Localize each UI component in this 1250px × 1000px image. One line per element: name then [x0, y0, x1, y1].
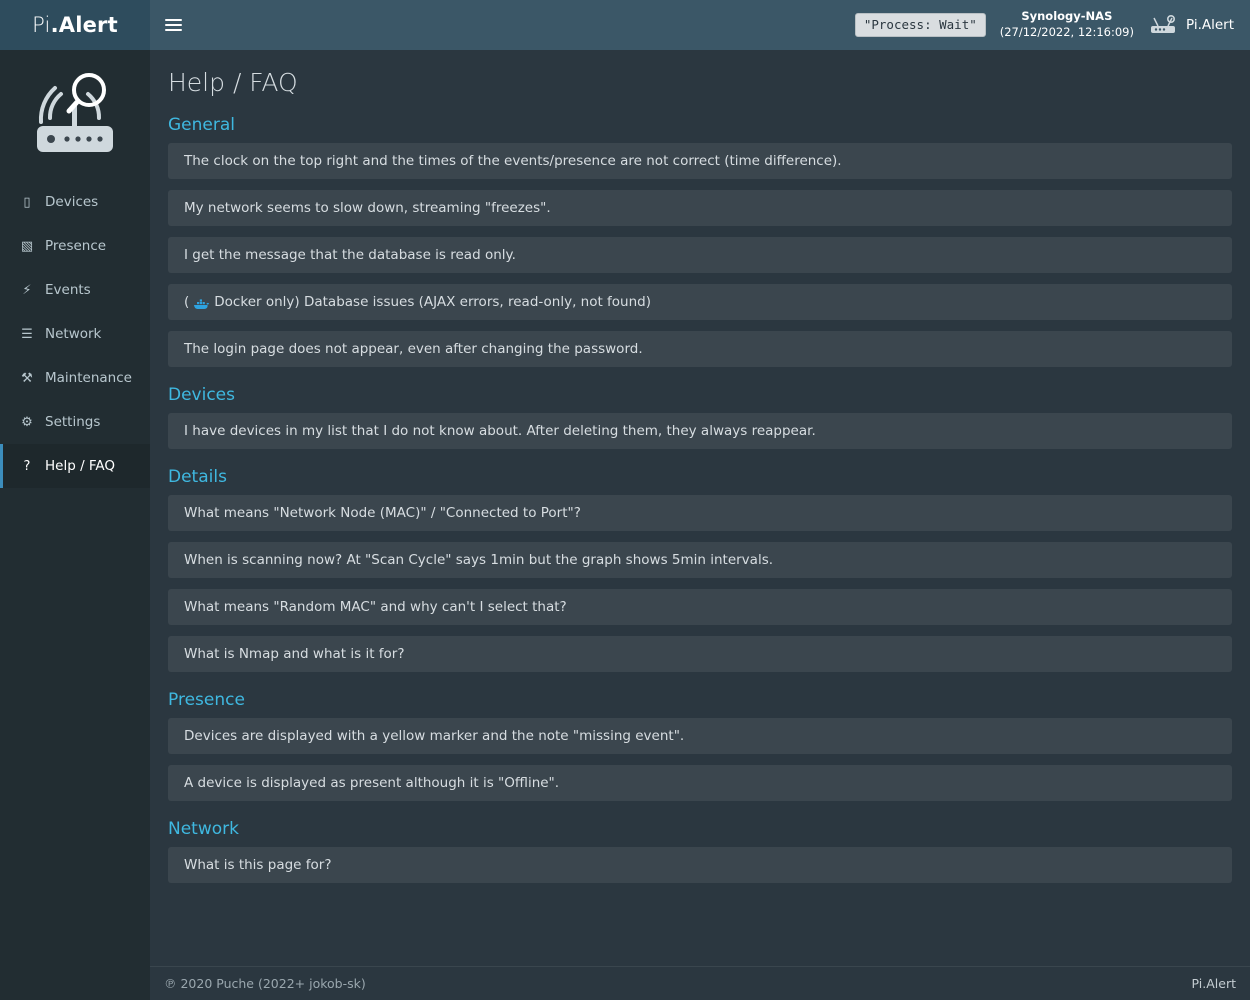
footer	[150, 966, 1250, 1000]
sidebar-item-label: Maintenance	[45, 370, 132, 386]
footer-copyright: ℗ 2020 Puche (2022+ jokob-sk)	[164, 976, 366, 991]
section-title-details: Details	[168, 467, 227, 487]
sidebar-item-devices[interactable]	[0, 180, 150, 224]
sidebar-item-help-faq[interactable]	[0, 444, 150, 488]
sidebar-item-presence[interactable]	[0, 224, 150, 268]
sidebar-toggle-button[interactable]	[150, 0, 196, 50]
faq-item[interactable]: My network seems to slow down, streaming "freezes".	[168, 190, 1232, 226]
content-area	[150, 50, 1250, 1000]
section-title-devices: Devices	[168, 385, 235, 405]
faq-container	[150, 50, 1250, 966]
sidebar-item-label: Events	[45, 282, 91, 298]
faq-text-prefix: (	[184, 294, 190, 310]
question-icon: ?	[23, 458, 31, 474]
user-menu[interactable]	[1148, 14, 1238, 36]
faq-item[interactable]: What means "Network Node (MAC)" / "Connected to Port"?	[168, 495, 1232, 531]
faq-item[interactable]: The login page does not appear, even after changing the password.	[168, 331, 1232, 367]
faq-item[interactable]: A device is displayed as present although it is "Offline".	[168, 765, 1232, 801]
sidebar-logo	[0, 50, 150, 170]
sidebar-item-events[interactable]	[0, 268, 150, 312]
sidebar-item-maintenance[interactable]	[0, 356, 150, 400]
sidebar-item-label: Network	[45, 326, 102, 342]
section-title-general: General	[168, 115, 235, 135]
network-icon: ☰	[21, 326, 33, 342]
top-header	[0, 0, 1250, 50]
footer-brand: Pi.Alert	[1191, 976, 1236, 991]
sidebar-item-label: Devices	[45, 194, 99, 210]
sidebar-item-label: Settings	[45, 414, 101, 430]
navbar	[150, 0, 1250, 50]
calendar-icon: ▧	[20, 238, 34, 254]
faq-item[interactable]: I get the message that the database is read only.	[168, 237, 1232, 273]
laptop-icon: ▯	[23, 194, 31, 210]
faq-item[interactable]: The clock on the top right and the times of the events/presence are not correct (time difference).	[168, 143, 1232, 179]
navbar-right	[855, 9, 1238, 40]
hamburger-icon	[165, 16, 182, 34]
server-time: (27/12/2022, 12:16:09)	[999, 25, 1134, 39]
faq-item-docker[interactable]	[168, 284, 1232, 320]
process-status-badge: "Process: Wait"	[855, 13, 986, 37]
faq-item[interactable]: When is scanning now? At "Scan Cycle" says 1min but the graph shows 5min intervals.	[168, 542, 1232, 578]
pialert-radar-logo	[15, 64, 135, 164]
faq-item[interactable]: I have devices in my list that I do not know about. After deleting them, they always reappear.	[168, 413, 1232, 449]
section-title-presence: Presence	[168, 690, 245, 710]
faq-item[interactable]: What means "Random MAC" and why can't I select that?	[168, 589, 1232, 625]
section-title-network: Network	[168, 819, 239, 839]
faq-item[interactable]: What is this page for?	[168, 847, 1232, 883]
router-icon	[1148, 14, 1178, 36]
bolt-icon: ⚡	[22, 282, 32, 298]
sidebar-item-label: Help / FAQ	[45, 458, 116, 474]
sidebar-item-settings[interactable]	[0, 400, 150, 444]
faq-item[interactable]: Devices are displayed with a yellow marker and the note "missing event".	[168, 718, 1232, 754]
sidebar-menu	[0, 180, 150, 488]
sidebar-item-label: Presence	[45, 238, 107, 254]
sidebar	[0, 50, 150, 1000]
server-name: Synology-NAS	[1021, 9, 1113, 24]
docker-icon	[193, 298, 210, 311]
faq-text-suffix: Docker only) Database issues (AJAX errors, read-only, not found)	[214, 294, 652, 310]
sidebar-item-network[interactable]	[0, 312, 150, 356]
gear-icon: ⚙	[21, 414, 33, 430]
body	[0, 50, 1250, 1000]
logo-text-thin: Pi	[32, 13, 51, 37]
server-info	[1000, 9, 1134, 40]
wrench-icon: ⚒	[21, 370, 33, 386]
page-title: Help / FAQ	[168, 68, 298, 97]
logo-text-bold: .Alert	[50, 13, 118, 37]
app-logo[interactable]	[0, 0, 150, 50]
user-name: Pi.Alert	[1185, 17, 1234, 33]
faq-item[interactable]: What is Nmap and what is it for?	[168, 636, 1232, 672]
